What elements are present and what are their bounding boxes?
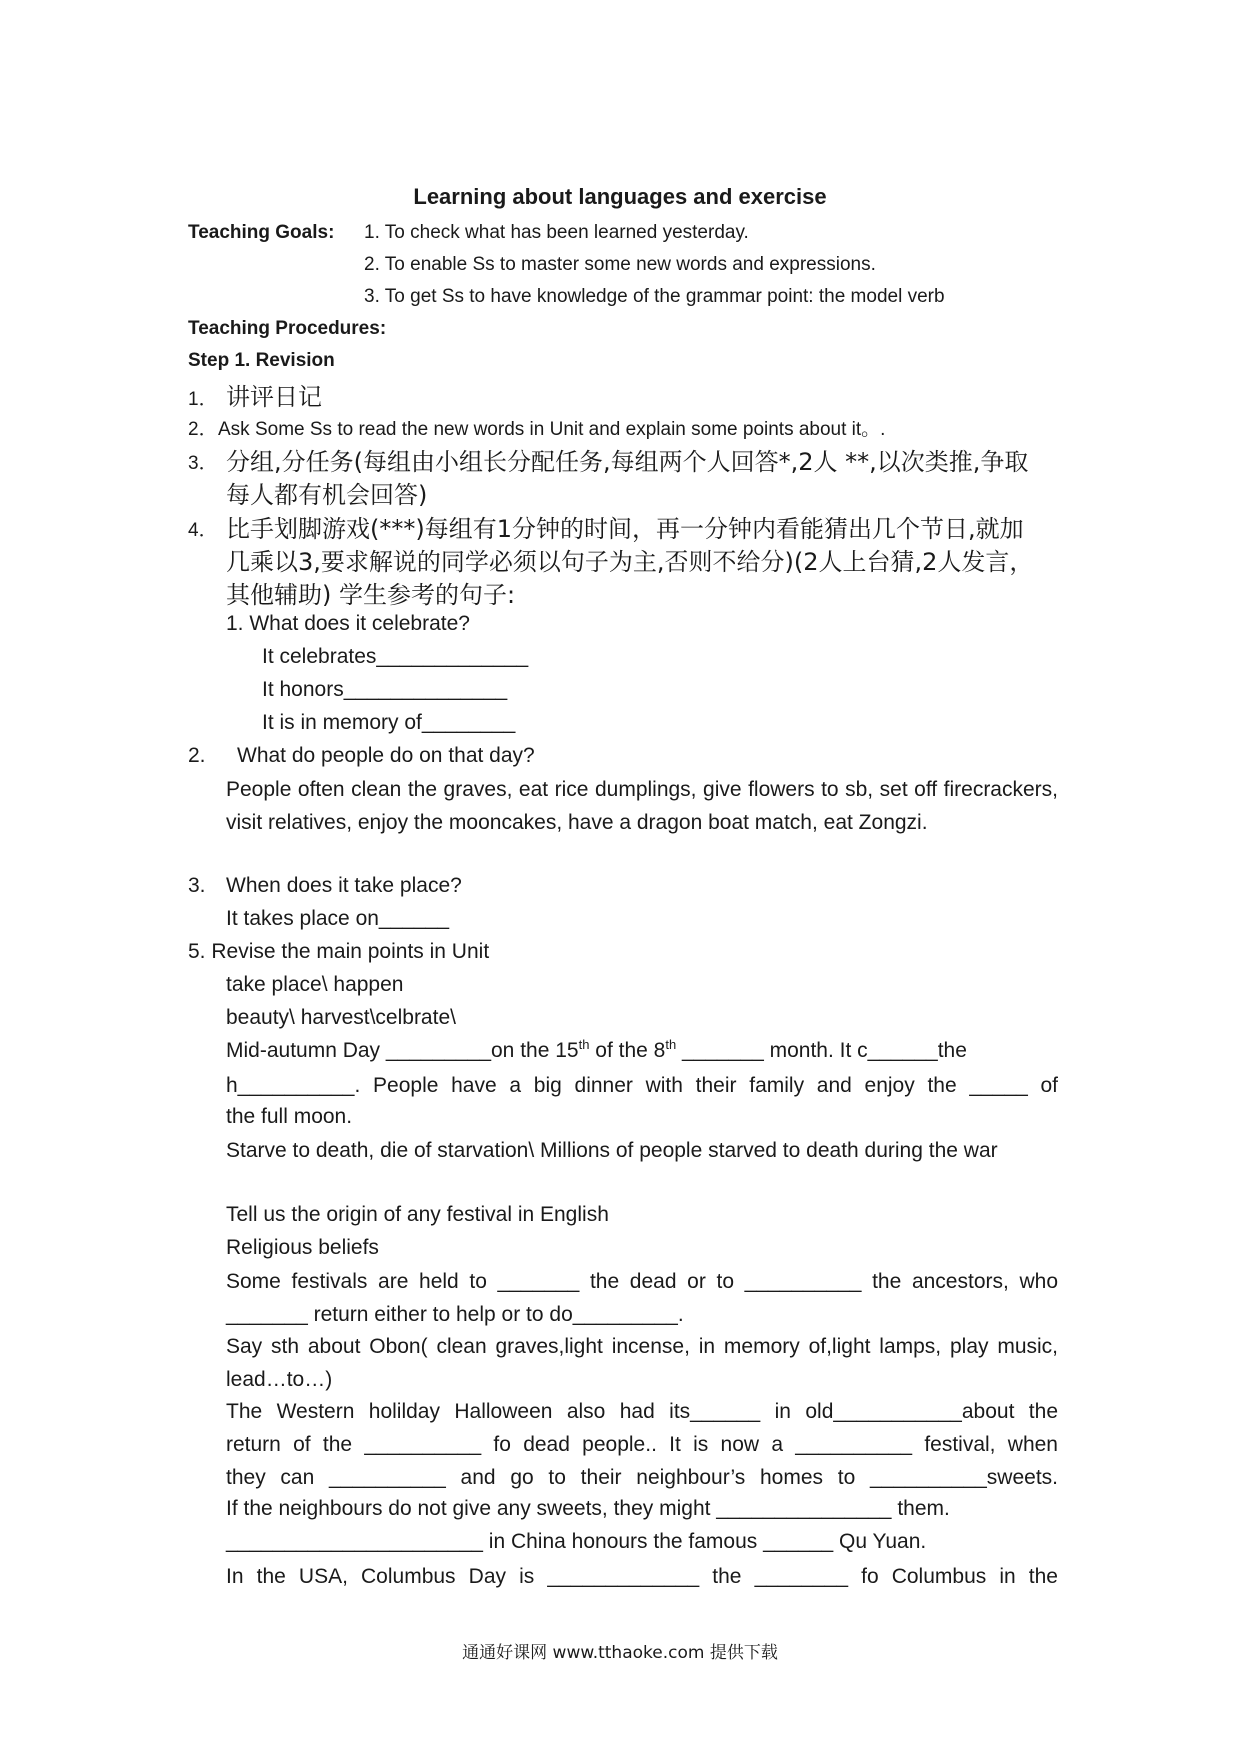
starvation-text: Starve to death, die of starvation\ Millions of people starved to death during the war [226,1139,998,1162]
goal-2: 2. To enable Ss to master some new words and expressions. [364,254,876,275]
item-3-line-1: 分组,分任务(每组由小组长分配任务,每组两个人回答*,2人 **,以次类推,争取 [226,448,1029,476]
teaching-goals-label: Teaching Goals: [188,222,335,243]
question-2-answer: People often clean the graves, eat rice dumplings, give flowers to sb, set off firecrackers, visit relatives, enjoy the mooncakes, have a dragon boat match, eat Zongzi. [226,778,1058,834]
teaching-procedures-label: Teaching Procedures: [188,318,387,339]
step1-heading: Step 1. Revision [188,350,335,371]
superscript-th-1: th [578,1037,590,1052]
question-1-answer-2: It honors______________ [262,678,508,701]
china-text: ______________________ in China honours the famous ______ Qu Yuan. [226,1530,927,1553]
question-2: What do people do on that day? [237,744,535,767]
halloween-line-1: The Western holilday Halloween also had its______ in old___________about the [226,1400,1058,1423]
question-1-answer-1: It celebrates_____________ [262,645,529,668]
item-4-number: 4． [188,520,218,541]
section-5-line-2: beauty\ harvest\celbrate\ [226,1006,456,1029]
section-5-line-1: take place\ happen [226,973,404,996]
item-1-text: 讲评日记 [226,383,322,411]
item-1-number: 1． [188,389,218,410]
religious-beliefs-text: Religious beliefs [226,1236,379,1259]
item-4-line-2: 几乘以3,要求解说的同学必须以句子为主,否则不给分)(2人上台猜,2人发言， [226,548,1034,576]
obon-text: Say sth about Obon( clean graves,light incense, in memory of,light lamps, play music, lead…to…) [226,1335,1058,1391]
mid-autumn-text-b: of the 8 [589,1039,666,1062]
item-3-line-2: 每人都有机会回答) [226,481,428,509]
goal-1: 1. To check what has been learned yesterday. [364,222,749,243]
page-title: Learning about languages and exercise [413,184,827,209]
item-4-line-3: 其他辅助) 学生参考的句子: [226,581,516,609]
item-2-number: 2． [188,419,218,440]
question-3-number: 3. [188,874,206,897]
halloween-line-4: If the neighbours do not give any sweets, they might _______________ them. [226,1497,950,1520]
halloween-line-3: they can __________ and go to their neighbour’s homes to __________sweets. [226,1466,1058,1489]
halloween-line-2: return of the __________ fo dead people.. It is now a __________ festival, when [226,1433,1058,1456]
question-2-number: 2. [188,744,206,767]
item-4-line-1: 比手划脚游戏(***)每组有1分钟的时间，再一分钟内看能猜出几个节日,就加 [226,515,1024,543]
question-3: When does it take place? [226,874,462,897]
page-footer: 通通好课网 www.tthaoke.com 提供下载 [462,1643,778,1663]
question-1: 1. What does it celebrate? [226,612,470,635]
mid-autumn-line-2: h__________. People have a big dinner with their family and enjoy the _____ of [226,1074,1058,1097]
mid-autumn-line-1 [226,1039,1058,1063]
section-5-heading: 5. Revise the main points in Unit [188,940,490,963]
origin-text: Tell us the origin of any festival in English [226,1203,609,1226]
question-1-answer-3: It is in memory of________ [262,711,516,734]
mid-autumn-text-a: Mid-autumn Day _________on the 15 [226,1039,579,1062]
item-3-number: 3． [188,453,218,474]
goal-3: 3. To get Ss to have knowledge of the grammar point: the model verb [364,286,945,307]
mid-autumn-line-3: the full moon. [226,1105,353,1128]
superscript-th-2: th [665,1037,677,1052]
mid-autumn-text-c: _______ month. It c______the [676,1039,967,1062]
item-2-text: Ask Some Ss to read the new words in Unit and explain some points about it。. [218,419,886,440]
question-3-answer: It takes place on______ [226,907,450,930]
festivals-text: Some festivals are held to _______ the dead or to __________ the ancestors, who _______ return either to help or to do_________. [226,1270,1058,1326]
usa-text: In the USA, Columbus Day is _____________ the ________ fo Columbus in the [226,1565,1058,1588]
